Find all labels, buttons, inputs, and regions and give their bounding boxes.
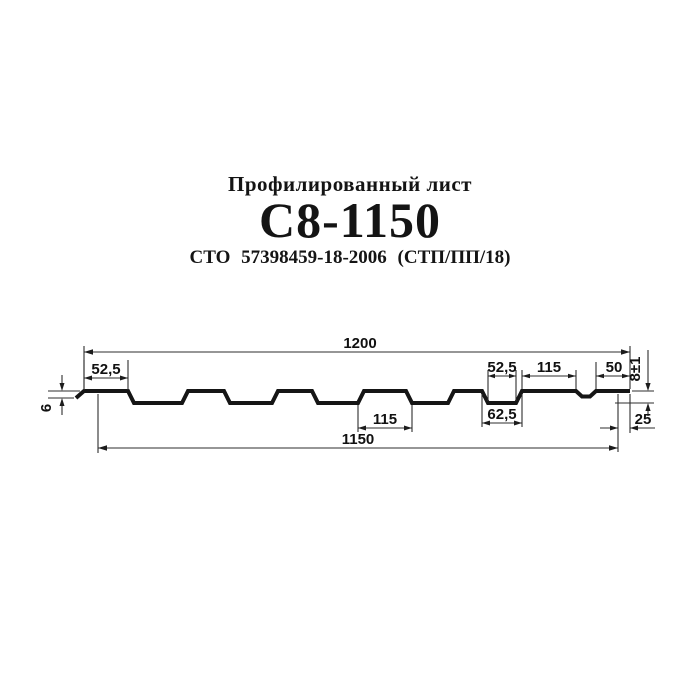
dim-label-25: 25 — [634, 411, 652, 428]
dim-label-115-top: 115 — [536, 359, 562, 376]
dim-end-flat-width — [596, 359, 630, 389]
sheet-type-label: Профилированный лист — [228, 172, 472, 196]
dim-label-1150: 1150 — [341, 431, 375, 448]
dim-label-8pm1: 8±1 — [627, 356, 644, 382]
sheet-profile-outline — [76, 391, 630, 403]
dim-pitch-bottom — [358, 405, 412, 432]
dim-label-62-5: 62,5 — [487, 406, 517, 423]
standard-reference: СТО 57398459-18-2006 (СТП/ПП/18) — [189, 247, 511, 268]
dim-label-52-5-right: 52,5 — [487, 359, 517, 376]
dim-label-1200: 1200 — [343, 335, 377, 352]
profile-designation: С8-1150 — [259, 192, 441, 248]
dim-valley-bottom-width — [487, 359, 516, 401]
dim-label-115-bottom: 115 — [372, 411, 398, 428]
dim-edge-crest-width — [84, 360, 128, 390]
dim-label-6: 6 — [38, 403, 55, 413]
dim-overlap-width — [600, 394, 655, 433]
dim-edge-lip-height — [38, 375, 80, 415]
dim-label-52-5-left: 52,5 — [91, 361, 121, 378]
dim-label-50: 50 — [605, 359, 623, 376]
dim-pitch-top — [522, 359, 576, 389]
